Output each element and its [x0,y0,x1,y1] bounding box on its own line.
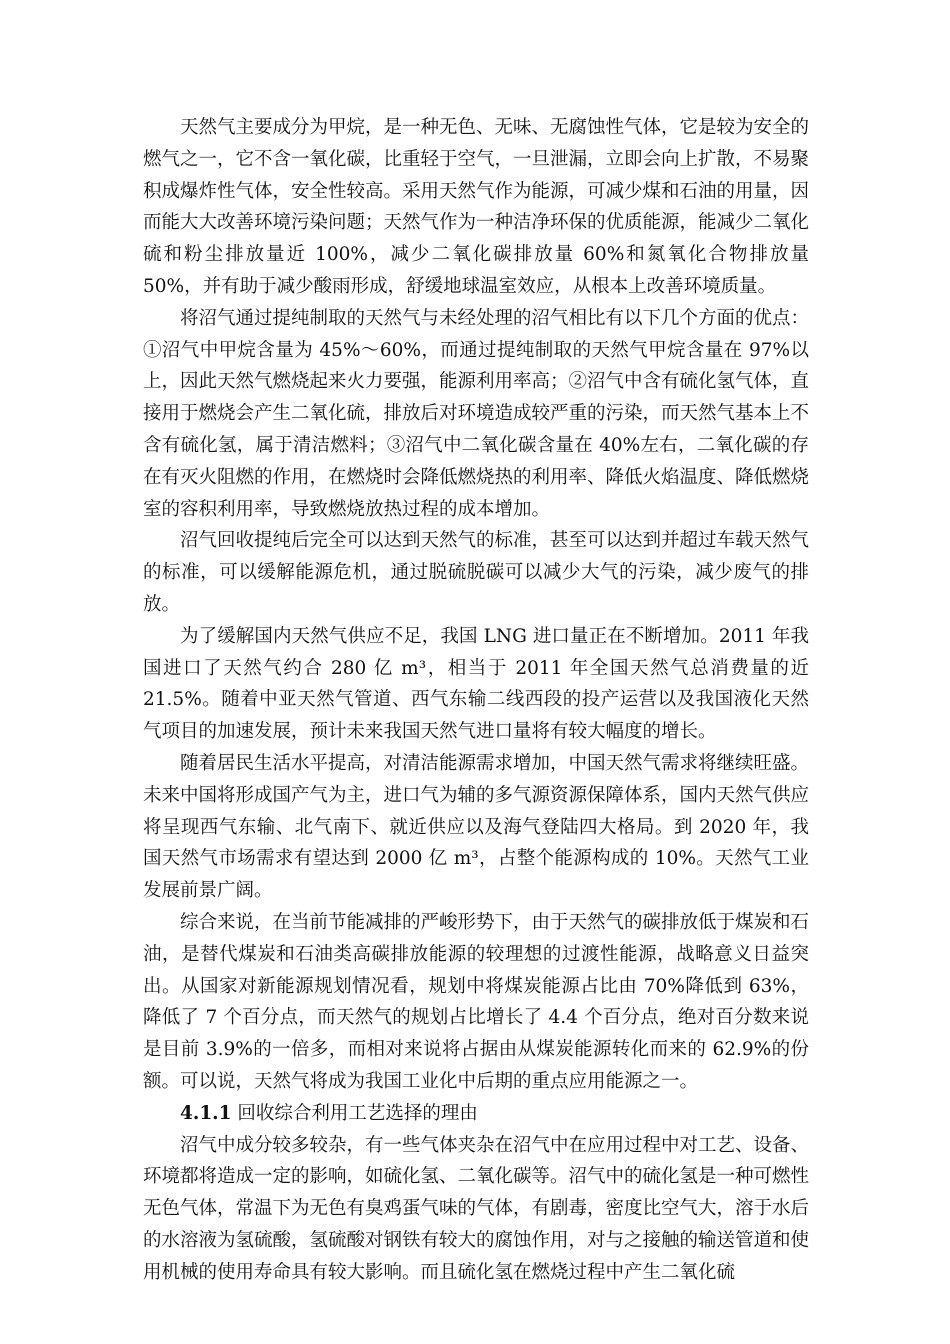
paragraph-natural-gas-composition: 天然气主要成分为甲烷，是一种无色、无味、无腐蚀性气体，它是较为安全的燃气之一，它不含一氧化碳，比重轻于空气，一旦泄漏，立即会向上扩散，不易聚积成爆炸性气体，安全性较高。采用天然气作为能源，可减少煤和石油的用量，因而能大大改善环境污染问题；天然气作为一种洁净环保的优质能源，能减少二氧化硫和粉尘排放量近 100%，减少二氧化碳排放量 60%和氮氧化合物排放量 50%，并有助于减少酸雨形成，舒缓地球温室效应，从根本上改善环境质量。 [143,117,810,297]
paragraph-biogas-standard: 沼气回收提纯后完全可以达到天然气的标准，甚至可以达到并超过车载天然气的标准，可以缓解能源危机，通过脱硫脱碳可以减少大气的污染，减少废气的排放。 [143,530,810,615]
paragraph-purified-gas-advantages: 将沼气通过提纯制取的天然气与未经处理的沼气相比有以下几个方面的优点：①沼气中甲烷含量为 45%～60%，而通过提纯制取的天然气甲烷含量在 97%以上，因此天然气燃烧起来火力要强，能源利用率高；②沼气中含有硫化氢气体，直接用于燃烧会产生二氧化硫，排放后对环境造成较严重的污染，而天然气基本上不含有硫化氢，属于清洁燃料；③沼气中二氧化碳含量在 40%左右，二氧化碳的存在有灭火阻燃的作用，在燃烧时会降低燃烧热的利用率、降低火焰温度、降低燃烧室的容积利用率，导致燃烧放热过程的成本增加。 [143,307,810,520]
paragraph-lng-imports: 为了缓解国内天然气供应不足，我国 LNG 进口量正在不断增加。2011 年我国进口了天然气约合 280 亿 m³，相当于 2011 年全国天然气总消费量的近 21.5%。随着中亚天然气管道、西气东输二线西段的投产运营以及我国液化天然气项目的加速发展，预计未来我国天然气进口量将有较大幅度的增长。 [143,625,809,743]
paragraph-biogas-components: 沼气中成分较多较杂，有一些气体夹杂在沼气中在应用过程中对工艺、设备、环境都将造成一定的影响，如硫化氢、二氧化碳等。沼气中的硫化氢是一种可燃性无色气体，常温下为无色有臭鸡蛋气味的气体，有剧毒，密度比空气大，溶于水后的水溶液为氢硫酸，氢硫酸对钢铁有较大的腐蚀作用，对与之接触的输送管道和使用机械的使用寿命具有较大影响。而且硫化氢在燃烧过程中产生二氧化硫 [143,1134,810,1283]
paragraph-gas-demand: 随着居民生活水平提高，对清洁能源需求增加，中国天然气需求将继续旺盛。未来中国将形成国产气为主，进口气为辅的多气源资源保障体系，国内天然气供应将呈现西气东输、北气南下、就近供应以及海气登陆四大格局。到 2020 年，我国天然气市场需求有望达到 2000 亿 m³，占整个能源构成的 10%。天然气工业发展前景广阔。 [143,752,810,902]
paragraph-summary: 综合来说，在当前节能减排的严峻形势下，由于天然气的碳排放低于煤炭和石油，是替代煤炭和石油类高碳排放能源的较理想的过渡性能源，战略意义日益突出。从国家对新能源规划情况看，规划中将煤炭能源占比由 70%降低到 63%，降低了 7 个百分点，而天然气的规划占比增长了 4.4 个百分点，绝对百分数来说是目前 3.9%的一倍多，而相对来说将占据由从煤炭能源转化而来的 62.9%的份额。可以说，天然气将成为我国工业化中后期的重点应用能源之一。 [143,911,810,1092]
section-heading-title: 回收综合利用工艺选择的理由 [231,1102,478,1124]
document-body [143,112,809,1288]
section-heading-number: 4.1.1 [180,1102,232,1124]
section-heading [143,1098,809,1130]
